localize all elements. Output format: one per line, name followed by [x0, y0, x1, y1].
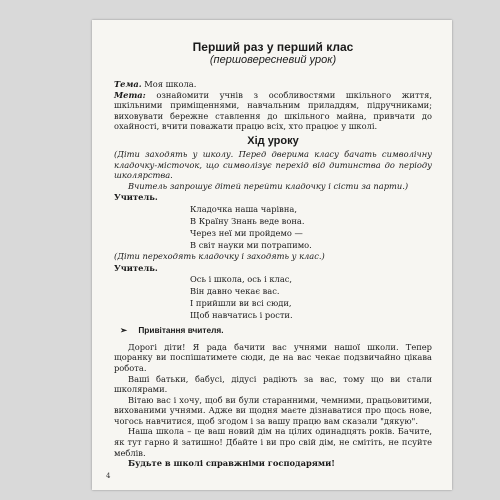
goal-text: ознайомити учнів з особливостями шкільного життя, шкільними приміщеннями, навчальним приладдям, підручниками; виховувати бережне ставлення до шкільного майна, привчати до охайності, вчити поважати працю всіх, хто працює у школі. [114, 89, 432, 132]
poem-line: Він давно чекає вас. [190, 286, 280, 297]
bullet-text: Привітання вчителя. [138, 325, 224, 336]
goal-paragraph [114, 90, 432, 132]
poem-line: Кладочка наша чарівна, [190, 203, 297, 214]
body-paragraph: Вітаю вас і хочу, щоб ви були старанними, чемними, працьовитими, вихованими учнями. Адже ви щодня маєте дізнаватися про щось нове, чогось навчитися, щоб згодом і за вашу працю вам сказали "дякую". [114, 394, 432, 426]
text-column [114, 40, 432, 469]
speaker-teacher-2: Учитель. [114, 262, 158, 273]
stage-direction-2: (Діти переходять кладочку і заходять у клас.) [114, 250, 325, 261]
bullet-heading [120, 325, 432, 336]
poem-line: Щоб навчатись і рости. [190, 310, 293, 321]
page-subtitle: (першовересневий урок) [209, 54, 337, 66]
theme-text: Моя школа. [144, 79, 197, 89]
poem-line: В світ науки ми потрапимо. [190, 239, 312, 250]
section-heading: Хід уроку [247, 134, 299, 147]
stage-direction-1: (Діти заходять у школу. Перед дверима класу бачать символічну кладочку-місточок, що символізує перехід від дитинства до періоду школярства. [114, 148, 432, 181]
body-paragraph: Ваші батьки, бабусі, дідусі радіють за вас, тому що ви стали школярами. [114, 373, 432, 395]
poem-line: І прийшли ви всі сюди, [190, 298, 292, 309]
arrow-bullet-icon: ➢ [120, 325, 127, 336]
closing-line: Будьте в школі справжніми господарями! [128, 458, 335, 469]
goal-label: Мета: [114, 89, 146, 100]
body-paragraph: Дорогі діти! Я рада бачити вас учнями нашої школи. Тепер щоранку ви поспішатимете сюди, де на вас чекає подзвичайно цікава робота. [114, 341, 432, 373]
document-page [92, 20, 452, 490]
poem-line: В Країну Знань веде вона. [190, 215, 305, 226]
poem-2 [114, 273, 432, 321]
poem-1 [114, 203, 432, 251]
speaker-teacher-1: Учитель. [114, 192, 158, 203]
theme-label: Тема. [114, 79, 142, 89]
poem-line: Через неї ми пройдемо — [190, 227, 303, 238]
page-title: Перший раз у перший клас [192, 40, 354, 54]
page-number: 4 [106, 472, 111, 480]
body-paragraph: Наша школа – це ваш новий дім на цілих одинадцять років. Бачите, як тут гарно й затишно! Дбайте і ви про свій дім, не смітіть, не псуйте меблів. [114, 426, 432, 458]
poem-line: Ось і школа, ось і клас, [190, 274, 293, 285]
stage-direction-1b: Вчитель запрошує дітей перейти кладочку і сісти за парти.) [128, 180, 409, 191]
theme-line [114, 79, 432, 90]
